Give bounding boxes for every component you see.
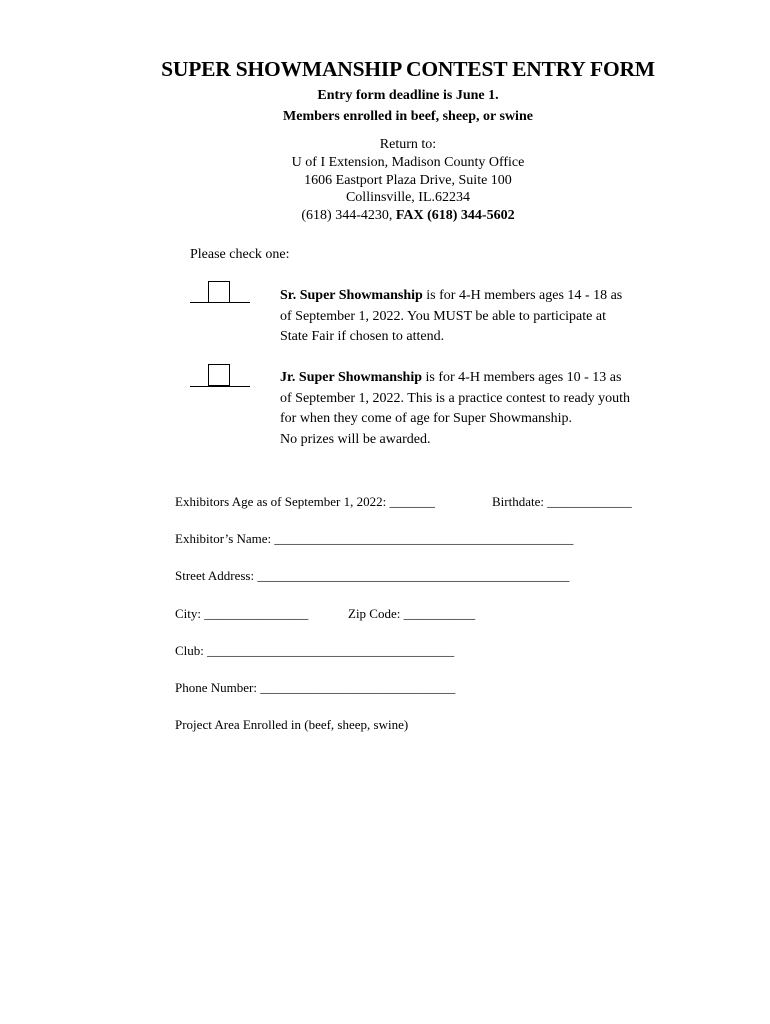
junior-line1: is for 4-H members ages 10 - 13 as <box>422 370 622 385</box>
return-phone: (618) 344-4230, <box>301 208 393 223</box>
junior-checkbox[interactable] <box>208 364 230 386</box>
junior-description <box>280 368 665 450</box>
checkbox-underline <box>190 386 250 387</box>
birthdate-field[interactable]: Birthdate: _____________ <box>492 494 632 509</box>
zip-code-field[interactable]: Zip Code: ___________ <box>348 606 476 621</box>
deadline-text: Entry form deadline is June 1. <box>317 88 499 103</box>
project-area-label: Project Area Enrolled in (beef, sheep, swine) <box>175 717 409 732</box>
return-street: 1606 Eastport Plaza Drive, Suite 100 <box>304 173 512 188</box>
street-address-field[interactable]: Street Address: ________________________________________________ <box>175 568 570 583</box>
phone-number-field[interactable]: Phone Number: ______________________________ <box>175 680 456 695</box>
age-field[interactable]: Exhibitors Age as of September 1, 2022: _______ <box>175 494 435 509</box>
senior-description <box>280 286 665 348</box>
return-phone-fax <box>0 208 770 224</box>
senior-line3: State Fair if chosen to attend. <box>280 329 445 344</box>
form-title: SUPER SHOWMANSHIP CONTEST ENTRY FORM <box>161 57 655 81</box>
return-city: Collinsville, IL.62234 <box>345 190 471 205</box>
senior-line2: of September 1, 2022. You MUST be able to participate at <box>280 308 606 324</box>
senior-checkbox[interactable] <box>208 281 230 303</box>
senior-name: Sr. Super Showmanship <box>280 288 423 303</box>
eligibility-text: Members enrolled in beef, sheep, or swine <box>283 109 533 124</box>
junior-line2: of September 1, 2022. This is a practice contest to ready youth <box>280 390 631 406</box>
club-field[interactable]: Club: ______________________________________ <box>175 643 455 658</box>
return-label: Return to: <box>379 137 437 152</box>
return-fax: FAX (618) 344-5602 <box>395 208 515 223</box>
junior-line4: No prizes will be awarded. <box>280 431 431 447</box>
return-office: U of I Extension, Madison County Office <box>291 155 525 170</box>
exhibitor-name-field[interactable]: Exhibitor’s Name: ______________________________________________ <box>175 531 574 546</box>
senior-line1: is for 4-H members ages 14 - 18 as <box>422 288 623 303</box>
junior-name: Jr. Super Showmanship <box>280 370 423 385</box>
junior-line3: for when they come of age for Super Showmanship. <box>280 411 572 426</box>
city-field[interactable]: City: ________________ <box>175 606 309 621</box>
check-prompt: Please check one: <box>190 247 290 262</box>
